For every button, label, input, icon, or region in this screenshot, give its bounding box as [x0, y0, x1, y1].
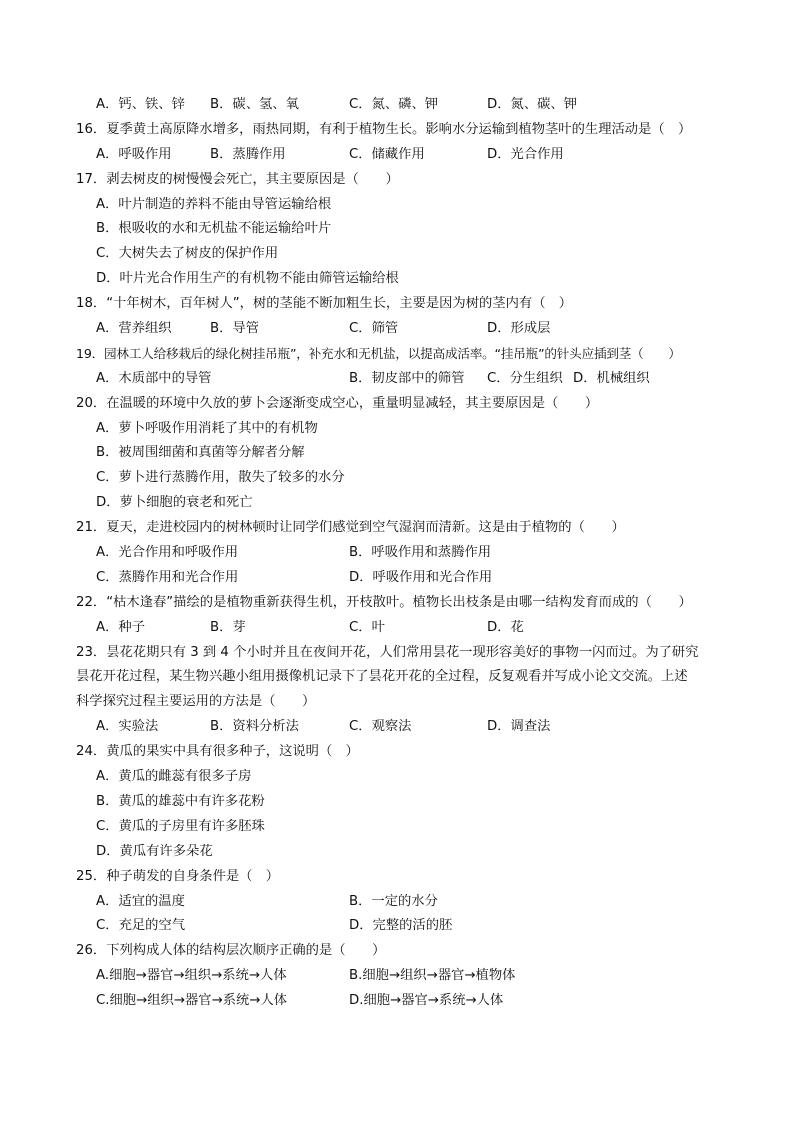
option-b: B．导管	[210, 321, 260, 337]
option-d: D．呼吸作用和光合作用	[349, 569, 493, 585]
question-text: 黄瓜的果实中具有很多种子，这说明（ ）	[106, 744, 359, 760]
option-a: A．适宜的温度	[96, 893, 185, 909]
option-a: A．光合作用和呼吸作用	[96, 545, 239, 561]
question-25-options-ab	[0, 890, 794, 915]
option-c: C．大树失去了树皮的保护作用	[96, 246, 279, 262]
option-b: B．芽	[210, 619, 246, 635]
option-d: D．机械组织	[573, 370, 650, 386]
option-c: C．萝卜进行蒸腾作用，散失了较多的水分	[96, 470, 345, 486]
option-a: A．种子	[96, 619, 145, 635]
question-text: 在温暖的环境中久放的萝卜会逐渐变成空心，重量明显减轻，其主要原因是（ ）	[106, 395, 599, 411]
option-a: A．萝卜呼吸作用消耗了其中的有机物	[96, 420, 318, 436]
question-text: “枯木逢春”描绘的是植物重新获得生机，开枝散叶。植物长出枝条是由哪一结构发育而成的（ ）	[106, 594, 692, 610]
option-d: D．完整的活的胚	[349, 918, 453, 934]
option-b: B．黄瓜的雄蕊中有许多花粉	[96, 793, 265, 809]
question-19-options	[0, 367, 794, 392]
question-number: 19．	[76, 345, 105, 361]
option-a: A．呼吸作用	[96, 146, 172, 162]
question-number: 17．	[76, 171, 107, 187]
option-d: D．叶片光合作用生产的有机物不能由筛管运输给根	[96, 271, 399, 287]
question-number: 20．	[76, 395, 107, 411]
question-15-options	[0, 93, 794, 118]
question-number: 22．	[76, 594, 107, 610]
option-d: D．黄瓜有许多朵花	[96, 843, 213, 859]
option-a: A．叶片制造的养料不能由导管运输给根	[96, 196, 332, 212]
question-16-stem	[0, 118, 794, 143]
option-c: C．储藏作用	[349, 146, 425, 162]
exam-page	[0, 93, 794, 1014]
question-text: “十年树木，百年树人”，树的茎能不断加粗生长，主要是因为树的茎内有（ ）	[106, 296, 573, 312]
question-number: 16．	[76, 121, 107, 137]
question-22-stem	[0, 591, 794, 616]
question-number: 26．	[76, 943, 107, 959]
question-21-options-cd	[0, 566, 794, 591]
question-23-options	[0, 715, 794, 740]
question-16-options	[0, 143, 794, 168]
question-25-options-cd	[0, 914, 794, 939]
option-d: D．形成层	[487, 321, 551, 337]
question-number: 21．	[76, 520, 107, 536]
option-a: A.细胞→器官→组织→系统→人体	[96, 968, 287, 984]
option-c: C.细胞→组织→器官→系统→人体	[96, 993, 288, 1009]
option-a: A．实验法	[96, 719, 159, 735]
question-18-options	[0, 317, 794, 342]
option-b: B．韧皮部中的筛管	[349, 370, 465, 386]
option-c: C．分生组织	[487, 370, 563, 386]
question-22-options	[0, 616, 794, 641]
option-d: D.细胞→器官→系统→人体	[349, 993, 504, 1009]
option-b: B．被周围细菌和真菌等分解者分解	[96, 445, 305, 461]
question-19-stem	[0, 342, 794, 367]
question-24-stem	[0, 740, 794, 765]
option-d: D．调查法	[487, 719, 551, 735]
question-text: 昙花花期只有 3 到 4 个小时并且在夜间开花，人们常用昙花一现形容美好的事物一闪而过。为了研究	[106, 644, 699, 660]
option-a: A．黄瓜的雌蕊有很多子房	[96, 769, 252, 785]
option-d: D．光合作用	[487, 146, 564, 162]
option-b: B．一定的水分	[349, 893, 438, 909]
option-c: C．叶	[349, 619, 385, 635]
question-text: 园林工人给移栽后的绿化树挂吊瓶”，补充水和无机盐，以提高成活率。“挂吊瓶”的针头应插到茎（ ）	[104, 345, 681, 361]
option-b: B．资料分析法	[210, 719, 299, 735]
question-26-stem	[0, 939, 794, 964]
question-text: 剥去树皮的树慢慢会死亡，其主要原因是（ ）	[106, 171, 399, 187]
option-c: C．观察法	[349, 719, 412, 735]
option-c: C．黄瓜的子房里有许多胚珠	[96, 818, 265, 834]
option-b: B．碳、氢、氧	[210, 97, 299, 112]
question-17-stem	[0, 168, 794, 193]
option-a: A．木质部中的导管	[96, 370, 212, 386]
question-number: 23．	[76, 644, 107, 660]
question-25-stem	[0, 865, 794, 890]
option-b: B．蒸腾作用	[210, 146, 286, 162]
option-b: B.细胞→组织→器官→植物体	[349, 968, 516, 984]
option-b: B．呼吸作用和蒸腾作用	[349, 545, 492, 561]
option-d: D．萝卜细胞的衰老和死亡	[96, 495, 253, 511]
question-26-options-ab	[0, 964, 794, 989]
question-23-stem-cont-1: 昙花开花过程，某生物兴趣小组用摄像机记录下了昙花开花的全过程，反复观看并写成小论文交流。上述	[76, 669, 688, 685]
question-number: 25．	[76, 868, 107, 884]
question-26-options-cd	[0, 989, 794, 1014]
question-18-stem	[0, 292, 794, 317]
option-a: A．钙、铁、锌	[96, 97, 185, 112]
question-20-stem	[0, 392, 794, 417]
question-21-options-ab	[0, 541, 794, 566]
question-21-stem	[0, 516, 794, 541]
option-c: C．蒸腾作用和光合作用	[96, 569, 239, 585]
question-23-stem-cont-2: 科学探究过程主要运用的方法是（ ）	[76, 694, 316, 710]
option-d: D．花	[487, 619, 524, 635]
question-number: 18．	[76, 296, 107, 312]
question-text: 下列构成人体的结构层次顺序正确的是（ ）	[106, 943, 386, 959]
option-c: C．筛管	[349, 321, 399, 337]
option-d: D．氮、碳、钾	[487, 97, 578, 112]
option-c: C．氮、磷、钾	[349, 97, 439, 112]
question-number: 24．	[76, 744, 107, 760]
option-b: B．根吸收的水和无机盐不能运输给叶片	[96, 221, 332, 237]
question-text: 夏天，走进校园内的树林顿时让同学们感觉到空气湿润而清新。这是由于植物的（ ）	[106, 520, 625, 536]
question-text: 夏季黄土高原降水增多，雨热同期，有利于植物生长。影响水分运输到植物茎叶的生理活动是（ ）	[106, 121, 692, 137]
option-a: A．营养组织	[96, 321, 172, 337]
question-23-stem	[0, 641, 794, 666]
option-c: C．充足的空气	[96, 918, 186, 934]
question-text: 种子萌发的自身条件是（ ）	[106, 868, 280, 884]
